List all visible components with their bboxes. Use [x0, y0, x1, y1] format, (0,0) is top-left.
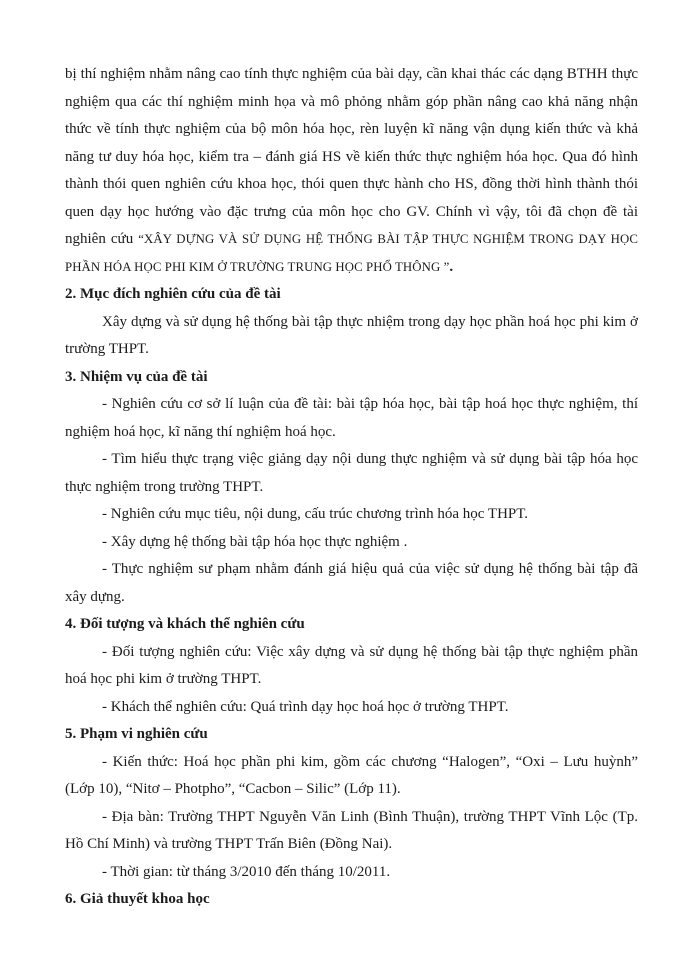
text-run: - Thực nghiệm sư phạm nhằm đánh giá hiệu quả của việc sử dụng hệ thống bài tập đã xây dựng.: [65, 561, 638, 605]
text-run: 2. Mục đích nghiên cứu của đề tài: [65, 286, 281, 302]
body-paragraph: [65, 639, 638, 694]
body-paragraph: [65, 859, 638, 887]
section-heading: [65, 886, 638, 914]
body-paragraph: [65, 556, 638, 611]
text-run: 5. Phạm vi nghiên cứu: [65, 726, 208, 742]
body-paragraph: [65, 61, 638, 281]
document-body: [65, 61, 638, 914]
text-run: - Tìm hiểu thực trạng việc giảng dạy nội dung thực nghiệm và sử dụng bài tập hóa học thực nghiệm trong trường THPT.: [65, 451, 638, 495]
body-paragraph: [65, 749, 638, 804]
body-paragraph: [65, 804, 638, 859]
text-run: - Nghiên cứu cơ sở lí luận của đề tài: bài tập hóa học, bài tập hoá học thực nghiệm, thí nghiệm hoá học, kĩ năng thí nghiệm hoá học.: [65, 396, 638, 440]
text-run: 3. Nhiệm vụ của đề tài: [65, 368, 208, 385]
section-heading: [65, 364, 638, 392]
text-run: - Địa bàn: Trường THPT Nguyễn Văn Linh (Bình Thuận), trường THPT Vĩnh Lộc (Tp. Hồ Chí Minh) và trường THPT Trấn Biên (Đồng Nai).: [65, 808, 638, 852]
text-run: .: [449, 258, 454, 275]
text-run: - Thời gian: từ tháng 3/2010 đến tháng 10/2011.: [102, 863, 391, 880]
text-run: 6. Giả thuyết khoa học: [65, 891, 210, 907]
text-run: Xây dựng và sử dụng hệ thống bài tập thực nhiệm trong dạy học phần hoá học phi kim ở trường THPT.: [65, 313, 638, 357]
text-run: - Khách thể nghiên cứu: Quá trình dạy học hoá học ở trường THPT.: [102, 698, 509, 715]
body-paragraph: [65, 694, 638, 722]
body-paragraph: [65, 501, 638, 529]
text-run: - Nghiên cứu mục tiêu, nội dung, cấu trúc chương trình hóa học THPT.: [102, 506, 529, 522]
section-heading: [65, 281, 638, 309]
text-run: “XÂY DỰNG VÀ SỬ DỤNG HỆ THỐNG BÀI TẬP THỰC NGHIỆM TRONG DẠY HỌC PHẦN HÓA HỌC PHI KIM Ở TRƯỜNG TRUNG HỌC PHỔ THÔNG ”: [65, 232, 638, 274]
text-run: - Kiến thức: Hoá học phần phi kim, gồm các chương “Halogen”, “Oxi – Lưu huỳnh” (Lớp 10), “Nitơ – Photpho”, “Cacbon – Silic” (Lớp 11).: [65, 753, 638, 797]
text-run: bị thí nghiệm nhằm nâng cao tính thực nghiệm của bài dạy, cần khai thác các dạng BTHH thực nghiệm qua các thí nghiệm minh họa và mô phỏng nhằm góp phần nâng cao khả năng nhận thức về tính thực nghiệm của bộ môn hóa học, rèn luyện kĩ năng vận dụng kiến thức và khả năng tư duy hóa học, kiểm tra – đánh giá HS về kiến thức thực nghiệm hóa học. Qua đó hình thành thói quen nghiên cứu khoa học, thói quen thực hành cho HS, đồng thời hình thành thói quen dạy học hướng vào đặc trưng của môn học cho GV. Chính vì vậy, tôi đã chọn đề tài nghiên cứu: [65, 66, 638, 247]
section-heading: [65, 721, 638, 749]
body-paragraph: [65, 529, 638, 557]
text-run: 4. Đối tượng và khách thể nghiên cứu: [65, 616, 305, 632]
body-paragraph: [65, 446, 638, 501]
body-paragraph: [65, 391, 638, 446]
text-run: - Đối tượng nghiên cứu: Việc xây dựng và sử dụng hệ thống bài tập thực nghiệm phần hoá học phi kim ở trường THPT.: [65, 643, 638, 687]
section-heading: [65, 611, 638, 639]
text-run: - Xây dựng hệ thống bài tập hóa học thực nghiệm .: [102, 533, 408, 550]
body-paragraph: [65, 309, 638, 364]
